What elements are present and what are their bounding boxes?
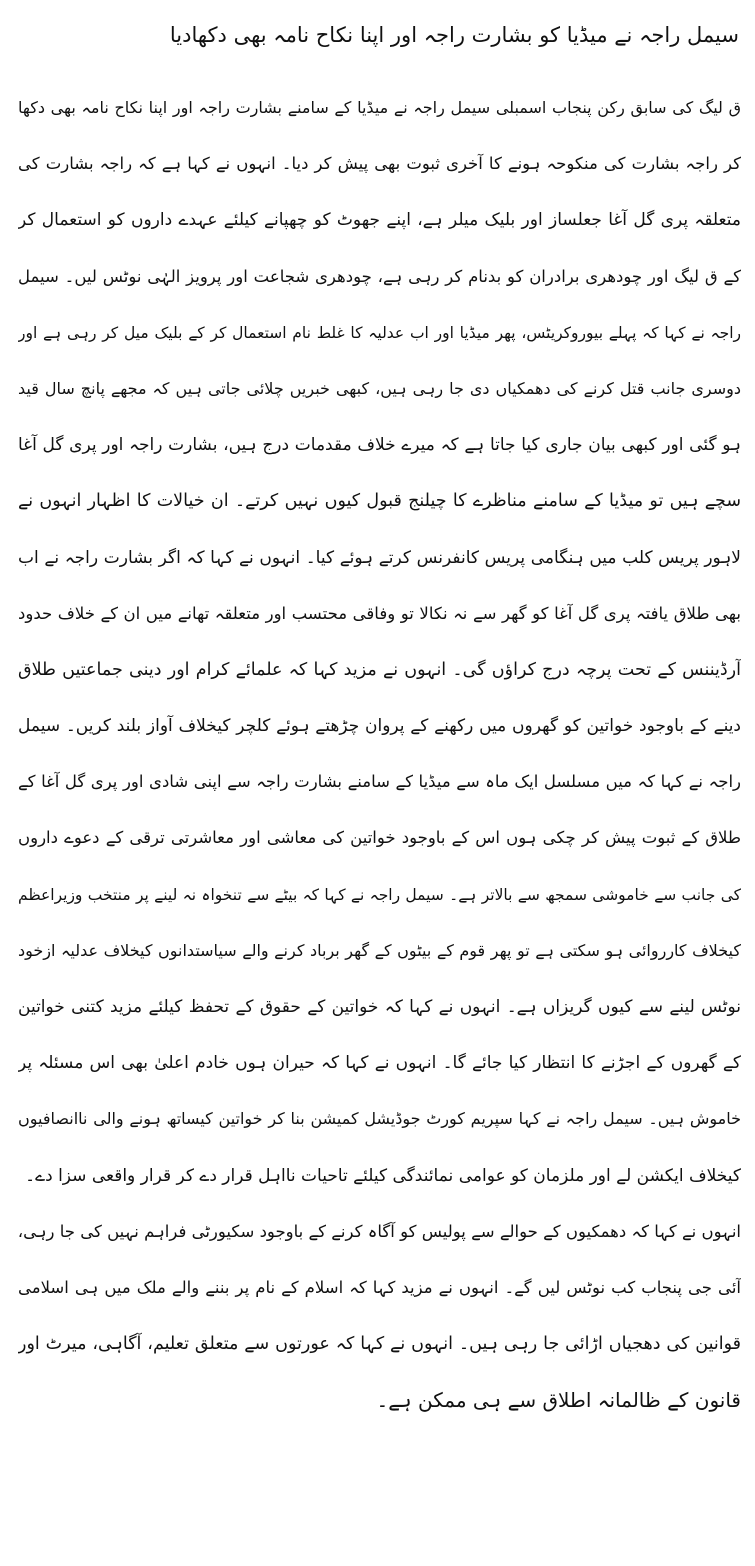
article-body xyxy=(18,80,741,1429)
article-line: راجہ نے کہا کہ پہلے بیوروکریٹس، پھر میڈیا اور اب عدلیہ کا غلط نام استعمال کر کے بلیک میل کر رہی ہے اور xyxy=(18,323,741,342)
article-line: خاموش ہیں۔ سیمل راجہ نے کہا سپریم کورٹ جوڈیشل کمیشن بنا کر خواتین کیساتھ ہونے والی ناانصافیوں xyxy=(18,1109,741,1129)
article-line: قوانین کی دھجیاں اڑائی جا رہی ہیں۔ انہوں نے کہا کہ عورتوں سے متعلق تعلیم، آگاہی، میرٹ اور xyxy=(18,1334,741,1355)
article-line: سچے ہیں تو میڈیا کے سامنے مناظرے کا چیلنج قبول کیوں نہیں کرتے۔ ان خیالات کا اظہار انہوں نے xyxy=(18,491,741,512)
article-line: کر راجہ بشارت کی منکوحہ ہونے کا آخری ثبوت بھی پیش کر دیا۔ انہوں نے کہا ہے کہ راجہ بشارت کی xyxy=(18,154,741,174)
article-line: کیخلاف کارروائی ہو سکتی ہے تو پھر قوم کے بیٹوں کے گھر برباد کرنے والے سیاستدانوں کیخلاف عدلیہ ازخود xyxy=(18,940,741,960)
news-article xyxy=(18,0,741,1429)
article-line: نوٹس لینے سے کیوں گریزاں ہے۔ انہوں نے کہا کہ خواتین کے حقوق کے تحفظ کیلئے مزید کتنی خواتین xyxy=(18,997,741,1017)
article-line: لاہور پریس کلب میں ہنگامی پریس کانفرنس کرتے ہوئے کیا۔ انہوں نے کہا کہ اگر بشارت راجہ نے اب xyxy=(18,547,741,568)
article-line: کے گھروں کے اجڑنے کا انتظار کیا جائے گا۔ انہوں نے کہا کہ حیران ہوں خادم اعلیٰ بھی اس مسئلہ پر xyxy=(18,1053,741,1074)
article-line: کیخلاف ایکشن لے اور ملزمان کو عوامی نمائندگی کیلئے تاحیات نااہل قرار دے کر قرار واقعی سزا دے۔ xyxy=(25,1165,741,1186)
article-line: قانون کے ظالمانہ اطلاق سے ہی ممکن ہے۔ xyxy=(376,1388,741,1413)
article-line: انہوں نے کہا کہ دھمکیوں کے حوالے سے پولیس کو آگاہ کرنے کے باوجود سکیورٹی فراہم نہیں کی جا رہی، xyxy=(18,1221,741,1241)
article-line: متعلقہ پری گل آغا جعلساز اور بلیک میلر ہے، اپنے جھوٹ کو چھپانے کیلئے عہدے داروں کو استعمال کر xyxy=(18,210,741,231)
article-line: آئی جی پنجاب کب نوٹس لیں گے۔ انہوں نے مزید کہا کہ اسلام کے نام پر بننے والے ملک میں ہی اسلامی xyxy=(18,1277,741,1297)
article-line: کی جانب سے خاموشی سمجھ سے بالاتر ہے۔ سیمل راجہ نے کہا کہ بیٹے سے تنخواہ نہ لینے پر منتخب وزیراعظم xyxy=(18,885,741,904)
article-line: ق لیگ کی سابق رکن پنجاب اسمبلی سیمل راجہ نے میڈیا کے سامنے بشارت راجہ اور اپنا نکاح نامہ بھی دکھا xyxy=(18,98,741,117)
article-line: طلاق کے ثبوت پیش کر چکی ہوں اس کے باوجود خواتین کی معاشی اور معاشرتی ترقی کے دعوے داروں xyxy=(18,828,741,848)
article-line: بھی طلاق یافتہ پری گل آغا کو گھر سے نہ نکالا تو وفاقی محتسب اور متعلقہ تھانے میں ان کے خلاف حدود xyxy=(18,603,741,623)
article-line: کے ق لیگ اور چودھری برادران کو بدنام کر رہی ہے، چودھری شجاعت اور پرویز الہٰی نوٹس لیں۔ سیمل xyxy=(18,266,741,286)
article-line: دوسری جانب قتل کرنے کی دھمکیاں دی جا رہی ہیں، کبھی خبریں چلائی جاتی ہیں کہ مجھے پانچ سال قید xyxy=(18,378,741,398)
article-line: آرڈیننس کے تحت پرچہ درج کراؤں گی۔ انہوں نے مزید کہا کہ علمائے کرام اور دینی جماعتیں طلاق xyxy=(18,659,741,680)
article-line: راجہ نے کہا کہ میں مسلسل ایک ماہ سے میڈیا کے سامنے بشارت راجہ سے اپنی شادی اور پری گل آغا کے xyxy=(18,772,741,792)
article-headline: سیمل راجہ نے میڈیا کو بشارت راجہ اور اپنا نکاح نامہ بھی دکھادیا xyxy=(169,23,739,47)
article-line: دینے کے باوجود خواتین کو گھروں میں رکھنے کے پروان چڑھتے ہوئے کلچر کیخلاف آواز بلند کریں۔ سیمل xyxy=(18,716,741,737)
article-line: ہو گئی اور کبھی بیان جاری کیا جاتا ہے کہ میرے خلاف مقدمات درج ہیں، بشارت راجہ اور پری گل آغا xyxy=(18,435,741,456)
